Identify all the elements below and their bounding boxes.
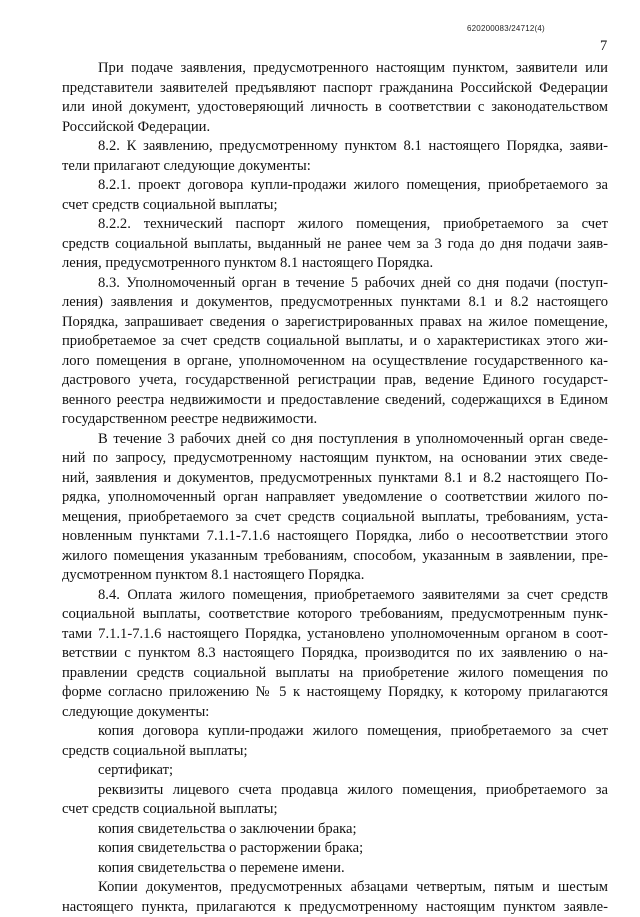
text-line: жилого помещения указанным требованиям, способом, указанным в заявлении, пре- — [62, 547, 608, 567]
text-line: Копии документов, предусмотренных абзацами четвертым, пятым и шестым — [62, 878, 608, 898]
text-line: ления, предусмотренного пунктом 8.1 настоящего Порядка. — [62, 254, 608, 274]
text-line: мещения, приобретаемого за счет средств социальной выплаты, требованиям, уста- — [62, 508, 608, 528]
text-line: 8.2.1. проект договора купли-продажи жилого помещения, приобретаемого за — [62, 176, 608, 196]
text-line: форме согласно приложению № 5 к настоящему Порядку, к которому прилагаются — [62, 683, 608, 703]
text-line: социальной выплаты, соответствие которого требованиям, предусмотренным пунк- — [62, 605, 608, 625]
text-line: венного реестра недвижимости и предоставление сведений, содержащихся в Едином — [62, 391, 608, 411]
text-line: новленным пунктами 7.1.1-7.1.6 настоящего Порядка, либо о несоответствии этого — [62, 527, 608, 547]
text-line: счет средств социальной выплаты; — [62, 800, 608, 820]
text-line: приобретаемое за счет средств социальной выплаты, и о характеристиках этого жи- — [62, 332, 608, 352]
text-line: тели прилагают следующие документы: — [62, 157, 608, 177]
text-line: 8.2.2. технический паспорт жилого помещения, приобретаемого за счет — [62, 215, 608, 235]
text-line: Порядка, запрашивает сведения о зарегистрированных правах на жилое помещение, — [62, 313, 608, 333]
text-line: 8.3. Уполномоченный орган в течение 5 рабочих дней со дня подачи (поступ- — [62, 274, 608, 294]
text-line: тами 7.1.1-7.1.6 настоящего Порядка, установлено уполномоченным органом в соот- — [62, 625, 608, 645]
text-line: ний по запросу, предусмотренному настоящим пунктом, на основании этих сведе- — [62, 449, 608, 469]
text-line: представители заявителей предъявляют паспорт гражданина Российской Федерации — [62, 79, 608, 99]
text-line: лого помещения в органе, уполномоченном на осуществление государственного ка- — [62, 352, 608, 372]
text-line: государственном реестре недвижимости. — [62, 410, 608, 430]
text-line: ветствии с пунктом 8.3 настоящего Порядка, производится по их заявлению о на- — [62, 644, 608, 664]
text-line: правлении средств социальной выплаты на приобретение жилого помещения по — [62, 664, 608, 684]
text-line: Российской Федерации. — [62, 118, 608, 138]
text-line: При подаче заявления, предусмотренного настоящим пунктом, заявители или — [62, 59, 608, 79]
text-line: 8.2. К заявлению, предусмотренному пунктом 8.1 настоящего Порядка, заяви- — [62, 137, 608, 157]
text-line: сертификат; — [62, 761, 608, 781]
text-line: реквизиты лицевого счета продавца жилого помещения, приобретаемого за — [62, 781, 608, 801]
text-line: копия свидетельства о перемене имени. — [62, 859, 608, 879]
text-line: средств социальной выплаты; — [62, 742, 608, 762]
text-line: копия свидетельства о расторжении брака; — [62, 839, 608, 859]
text-line: дусмотренном пунктом 8.1 настоящего Порядка. — [62, 566, 608, 586]
text-line: копия договора купли-продажи жилого помещения, приобретаемого за счет — [62, 722, 608, 742]
text-line: счет средств социальной выплаты; — [62, 196, 608, 216]
text-line: копия свидетельства о заключении брака; — [62, 820, 608, 840]
page-number: 7 — [600, 38, 607, 55]
text-line: рядка, уполномоченный орган направляет уведомление о соответствии жилого по- — [62, 488, 608, 508]
text-line: дастрового учета, государственной регистрации прав, ведение Единого государст- — [62, 371, 608, 391]
text-line: В течение 3 рабочих дней со дня поступления в уполномоченный орган сведе- — [62, 430, 608, 450]
text-line: или иной документ, удостоверяющий личность в соответствии с законодательством — [62, 98, 608, 118]
document-body — [62, 59, 608, 917]
text-line: следующие документы: — [62, 703, 608, 723]
document-id: 620200083/24712(4) — [467, 24, 545, 33]
text-line: ления) заявления и документов, предусмотренных пунктами 8.1 и 8.2 настоящего — [62, 293, 608, 313]
text-line: 8.4. Оплата жилого помещения, приобретаемого заявителями за счет средств — [62, 586, 608, 606]
text-line: ний, заявления и документов, предусмотренных пунктами 8.1 и 8.2 настоящего По- — [62, 469, 608, 489]
text-line: средств социальной выплаты, выданный не ранее чем за 3 года до дня подачи заяв- — [62, 235, 608, 255]
text-line: настоящего пункта, прилагаются к предусмотренному настоящим пунктом заявле- — [62, 898, 608, 917]
